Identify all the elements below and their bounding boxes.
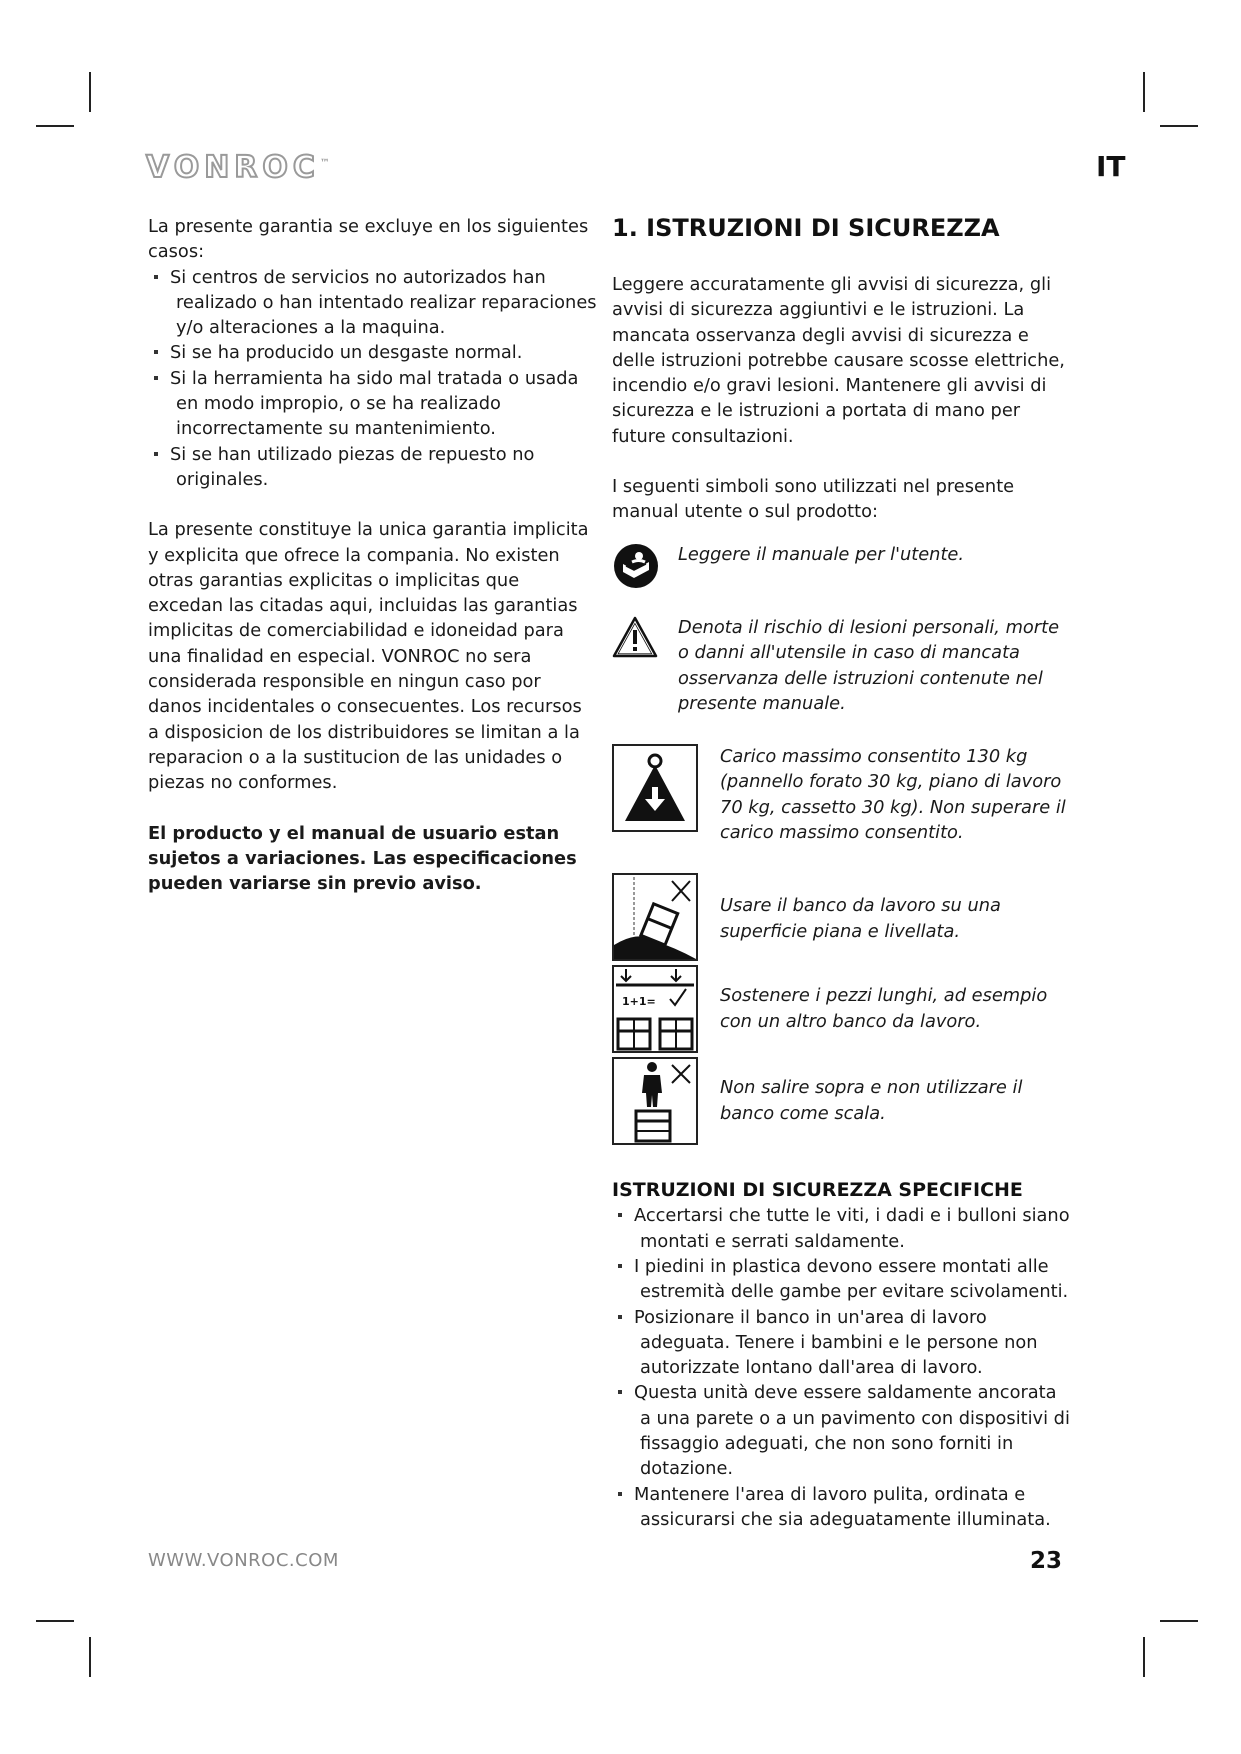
support-long-pieces-icon <box>612 965 698 1053</box>
crop-mark <box>89 72 91 112</box>
symbol-row <box>612 542 1072 597</box>
list-item: I piedini in plastica devono essere montati alle estremità delle gambe per evitare scivolamenti. <box>612 1254 1072 1305</box>
crop-mark <box>89 1637 91 1677</box>
symbol-text: Usare il banco da lavoro su una superficie piana e livellata. <box>720 895 1001 942</box>
specific-safety-title: ISTRUZIONI DI SICUREZZA SPECIFICHE <box>612 1179 1023 1202</box>
warranty-paragraph: La presente constituye la unica garantia implicita y explicita que ofrece la compania. No existen otras garantias explicitas o implicitas que excedan las citadas aqui, incluidas las garantias implicitas de comerciabilidad e idoneidad para una finalidad en especial. VONROC no sera considerada responsible en ningun caso por danos incidentales o consecuentes. Los recursos a disposicion de los distribuidores se limitan a la reparacion o a la sustitucion de las unidades o piezas no conformes. <box>148 519 589 794</box>
symbol-text: Non salire sopra e non utilizzare il banco come scala. <box>720 1077 1023 1124</box>
symbol-text: Carico massimo consentito 130 kg (pannello forato 30 kg, piano di lavoro 70 kg, cassetto 30 kg). Non superare il carico massimo consentito. <box>720 746 1066 844</box>
symbol-text: Denota il rischio di lesioni personali, morte o danni all'utensile in caso di mancata osservanza delle istruzioni contenute nel presente manuale. <box>678 616 1060 714</box>
symbol-row <box>612 1057 1072 1145</box>
list-item: Si la herramienta ha sido mal tratada o usada en modo impropio, o se ha realizado incorrectamente su mantenimiento. <box>148 366 598 442</box>
symbol-text: Sostenere i pezzi lunghi, ad esempio con un altro banco da lavoro. <box>720 985 1048 1032</box>
read-manual-icon <box>612 542 678 597</box>
right-column <box>612 214 1072 1532</box>
symbol-text: Leggere il manuale per l'utente. <box>678 543 965 565</box>
crop-mark <box>1143 72 1145 112</box>
brand-logo: VONROC™ <box>146 150 330 185</box>
list-item: Mantenere l'area di lavoro pulita, ordinata e assicurarsi che sia adeguatamente illuminata. <box>612 1482 1072 1533</box>
section-title: 1. ISTRUZIONI DI SICUREZZA <box>612 214 1000 242</box>
symbol-row <box>612 615 1072 716</box>
page-number: 23 <box>1030 1548 1063 1574</box>
symbol-row <box>612 873 1072 961</box>
crop-mark <box>36 125 74 127</box>
list-item: Posizionare il banco in un'area di lavoro adeguata. Tenere i bambini e le persone non autorizzate lontano dall'area di lavoro. <box>612 1305 1072 1381</box>
level-surface-icon <box>612 873 698 961</box>
list-item: Si se ha producido un desgaste normal. <box>148 340 598 365</box>
list-item: Accertarsi che tutte le viti, i dadi e i bulloni siano montati e serrati saldamente. <box>612 1203 1072 1254</box>
crop-mark <box>36 1620 74 1622</box>
symbol-row <box>612 965 1072 1053</box>
safety-intro: Leggere accuratamente gli avvisi di sicurezza, gli avvisi di sicurezza aggiuntivi e le istruzioni. La mancata osservanza degli avvisi di sicurezza e delle istruzioni potrebbe causare scosse elettriche, incendio e/o gravi lesioni. Mantenere gli avvisi di sicurezza e le istruzioni a portata di mano per future consultazioni. <box>612 274 1065 447</box>
svg-text:1+1=: 1+1= <box>622 995 656 1009</box>
crop-mark <box>1160 125 1198 127</box>
left-column <box>148 214 598 896</box>
crop-mark <box>1160 1620 1198 1622</box>
language-code: IT <box>1096 150 1126 183</box>
footer-url: WWW.VONROC.COM <box>148 1550 339 1571</box>
warranty-exclusions-list <box>148 265 598 493</box>
crop-mark <box>1143 1637 1145 1677</box>
list-item: Si centros de servicios no autorizados han realizado o han intentado realizar reparaciones y/o alteraciones a la maquina. <box>148 265 598 341</box>
list-item: Questa unità deve essere saldamente ancorata a una parete o a un pavimento con dispositivi di fissaggio adeguati, che non sono forniti in dotazione. <box>612 1380 1072 1481</box>
max-load-icon <box>612 744 698 832</box>
list-item: Si se han utilizado piezas de repuesto no originales. <box>148 442 598 493</box>
warranty-intro: La presente garantia se excluye en los siguientes casos: <box>148 216 589 263</box>
symbols-intro: I seguenti simboli sono utilizzati nel presente manual utente o sul prodotto: <box>612 476 1015 523</box>
specification-note: El producto y el manual de usuario estan sujetos a variaciones. Las especificaciones pueden variarse sin previo aviso. <box>148 822 577 895</box>
specific-safety-list <box>612 1203 1072 1532</box>
symbol-row <box>612 744 1072 845</box>
no-standing-icon <box>612 1057 698 1145</box>
warning-triangle-icon <box>612 615 678 666</box>
